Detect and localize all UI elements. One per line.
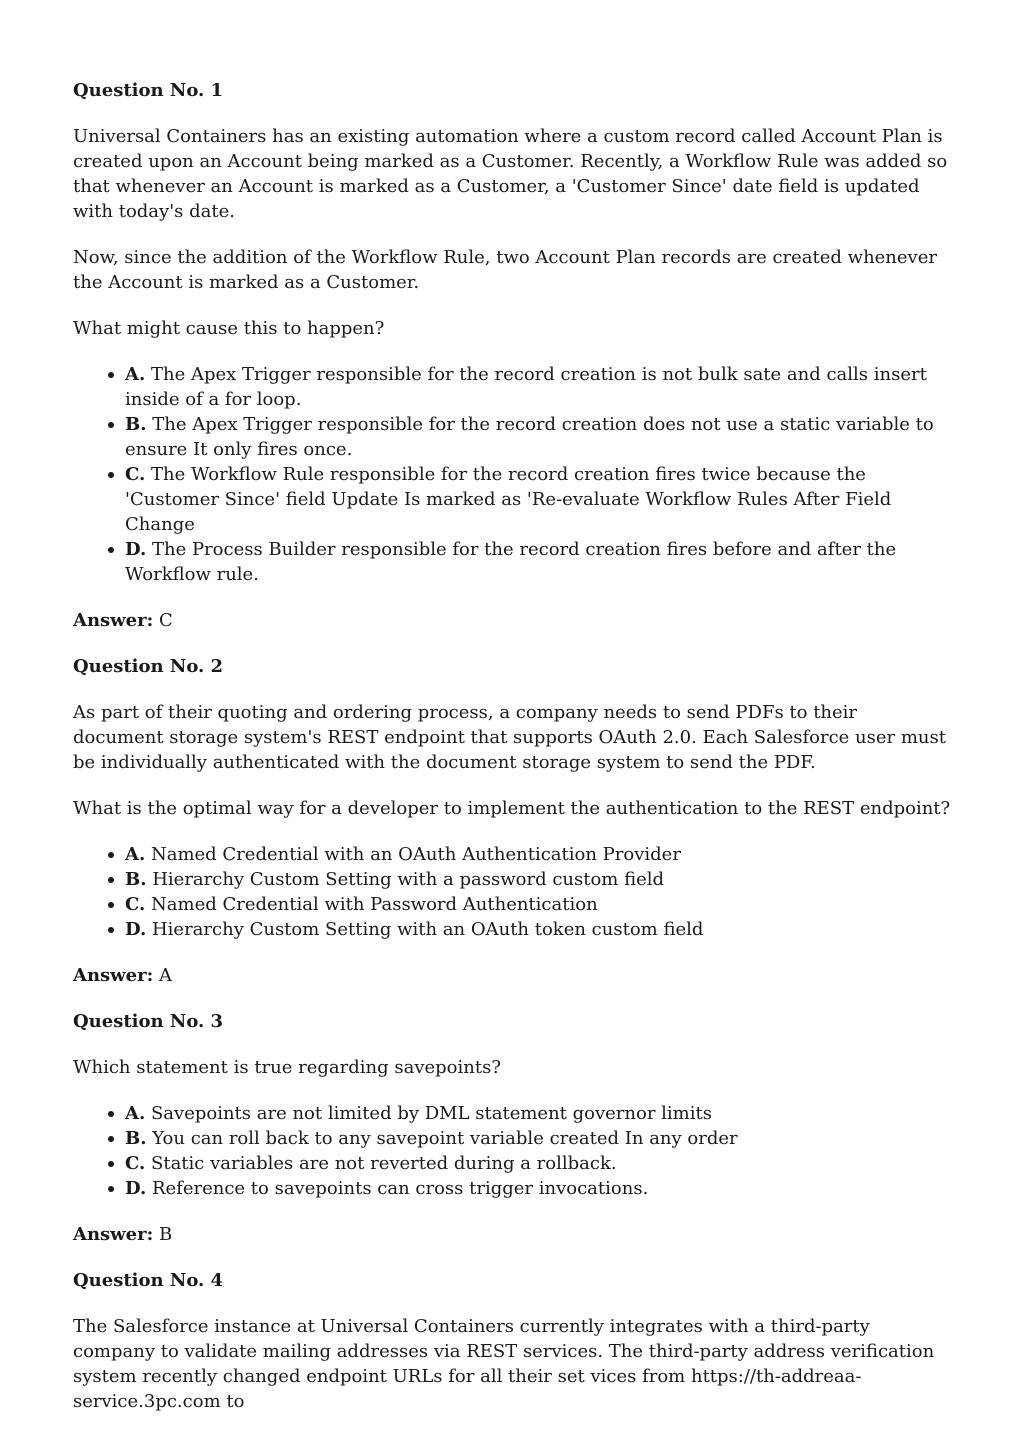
option-text: Named Credential with Password Authentication: [151, 894, 598, 915]
option-letter: B.: [125, 414, 147, 435]
option-list: [73, 1101, 953, 1201]
question-2: [73, 654, 953, 988]
question-title: Question No. 2: [73, 656, 224, 677]
option-item: [125, 917, 953, 942]
option-item: [125, 1126, 953, 1151]
option-letter: A.: [125, 364, 146, 385]
question-prompt: What might cause this to happen?: [73, 318, 385, 339]
option-text: You can roll back to any savepoint variable created In any order: [152, 1128, 738, 1149]
question-paragraph: The Salesforce instance at Universal Containers currently integrates with a third-party company to validate mailing addresses via REST services. The third-party address verification system recently changed endpoint URLs for all their set vices from https://th-addreaa-service.3pc.com to: [73, 1316, 935, 1412]
option-item: [125, 362, 953, 412]
answer-value: B: [159, 1224, 173, 1245]
question-prompt: Which statement is true regarding savepoints?: [73, 1057, 501, 1078]
option-text: Static variables are not reverted during a rollback.: [151, 1153, 617, 1174]
option-item: [125, 1151, 953, 1176]
answer-value: A: [159, 965, 172, 986]
document-page: [73, 78, 953, 1435]
option-text: Hierarchy Custom Setting with an OAuth token custom field: [151, 919, 704, 940]
option-text: Hierarchy Custom Setting with a password custom field: [152, 869, 665, 890]
question-title: Question No. 3: [73, 1011, 224, 1032]
option-item: [125, 892, 953, 917]
option-text: The Workflow Rule responsible for the record creation fires twice because the 'Customer Since' field Update Is marked as 'Re-evaluate Workflow Rules After Field Change: [125, 464, 892, 535]
option-text: Savepoints are not limited by DML statement governor limits: [150, 1103, 712, 1124]
option-item: [125, 462, 953, 537]
option-letter: A.: [125, 1103, 146, 1124]
option-letter: B.: [125, 869, 147, 890]
answer-line: [73, 608, 953, 633]
option-text: Reference to savepoints can cross trigger invocations.: [151, 1178, 649, 1199]
answer-label: Answer:: [73, 1224, 154, 1245]
question-title: Question No. 4: [73, 1270, 224, 1291]
answer-value: C: [159, 610, 173, 631]
question-1: [73, 78, 953, 633]
option-item: [125, 1176, 953, 1201]
option-item: [125, 867, 953, 892]
answer-label: Answer:: [73, 965, 154, 986]
question-paragraph: As part of their quoting and ordering process, a company needs to send PDFs to their document storage system's REST endpoint that supports OAuth 2.0. Each Salesforce user must be individually authenticated with the document storage system to send the PDF.: [73, 702, 946, 773]
option-item: [125, 842, 953, 867]
question-paragraph: Now, since the addition of the Workflow Rule, two Account Plan records are created whenever the Account is marked as a Customer.: [73, 247, 937, 293]
option-item: [125, 537, 953, 587]
option-text: The Apex Trigger responsible for the record creation is not bulk sate and calls insert inside of a for loop.: [125, 364, 927, 410]
option-list: [73, 362, 953, 587]
option-item: [125, 412, 953, 462]
option-letter: D.: [125, 919, 147, 940]
answer-label: Answer:: [73, 610, 154, 631]
option-text: The Process Builder responsible for the record creation fires before and after the Workflow rule.: [125, 539, 897, 585]
answer-line: [73, 1222, 953, 1247]
option-letter: C.: [125, 894, 146, 915]
option-letter: A.: [125, 844, 146, 865]
option-item: [125, 1101, 953, 1126]
option-text: Named Credential with an OAuth Authentication Provider: [150, 844, 681, 865]
question-4: [73, 1268, 953, 1414]
question-title: Question No. 1: [73, 80, 224, 101]
question-prompt: What is the optimal way for a developer to implement the authentication to the REST endpoint?: [73, 798, 951, 819]
question-3: [73, 1009, 953, 1247]
question-paragraph: Universal Containers has an existing automation where a custom record called Account Plan is created upon an Account being marked as a Customer. Recently, a Workflow Rule was added so that whenever an Account is marked as a Customer, a 'Customer Since' date field is updated with today's date.: [73, 126, 948, 222]
option-letter: C.: [125, 464, 146, 485]
option-letter: C.: [125, 1153, 146, 1174]
option-letter: B.: [125, 1128, 147, 1149]
option-letter: D.: [125, 1178, 147, 1199]
option-text: The Apex Trigger responsible for the record creation does not use a static variable to ensure It only fires once.: [125, 414, 934, 460]
answer-line: [73, 963, 953, 988]
option-list: [73, 842, 953, 942]
option-letter: D.: [125, 539, 147, 560]
